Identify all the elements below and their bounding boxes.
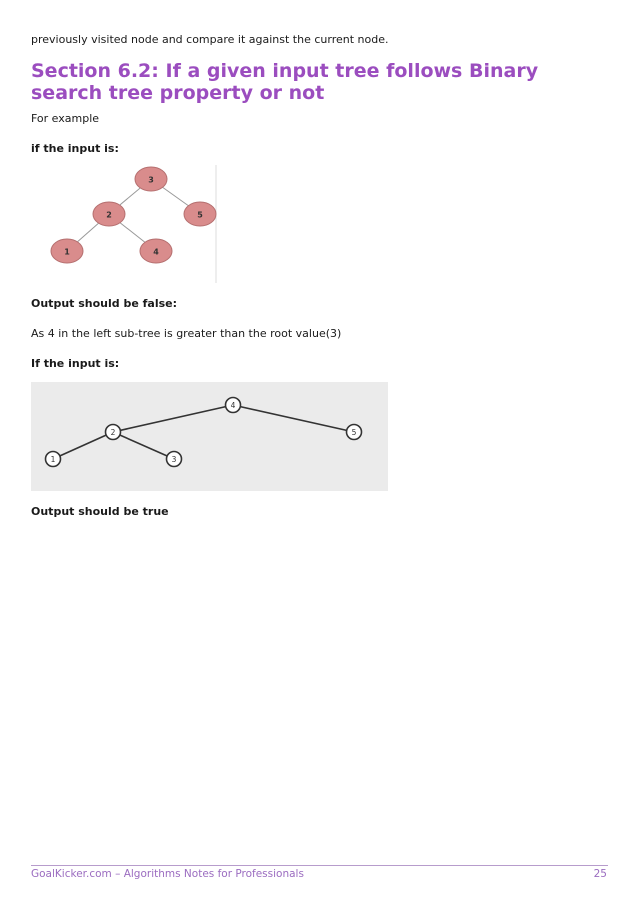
for-example-text: For example [31, 112, 100, 125]
section-heading: Section 6.2: If a given input tree follows Binary search tree property or not [31, 60, 539, 104]
tree1-svg [40, 163, 220, 285]
tree2-edge-2-3 [113, 432, 174, 459]
tree2-svg [31, 382, 388, 491]
svg-text:3: 3 [148, 175, 154, 185]
svg-text:5: 5 [197, 210, 203, 220]
svg-text:5: 5 [351, 428, 357, 437]
tree2-node-4 [226, 398, 241, 413]
page-number: 25 [593, 868, 607, 880]
intro-line: previously visited node and compare it against the current node. [31, 33, 389, 46]
tree2-node-3 [167, 452, 182, 467]
tree2-node-5 [347, 425, 362, 440]
output2-label: Output should be true [31, 505, 169, 518]
footer-divider [31, 865, 608, 866]
tree2-node-1 [46, 452, 61, 467]
input1-label: if the input is: [31, 142, 119, 155]
svg-text:2: 2 [110, 428, 116, 437]
svg-text:1: 1 [64, 247, 70, 257]
tree2-edge-4-2 [113, 405, 233, 432]
tree1-node-4 [140, 239, 172, 263]
footer-site-link[interactable]: GoalKicker.com – Algorithms Notes for Professionals [31, 868, 304, 880]
svg-text:4: 4 [230, 401, 236, 410]
tree1-node-3 [135, 167, 167, 191]
tree1-node-1 [51, 239, 83, 263]
tree2-figure [31, 382, 388, 491]
svg-text:2: 2 [106, 210, 112, 220]
input2-label: If the input is: [31, 357, 120, 370]
svg-text:1: 1 [50, 455, 56, 464]
output1-label: Output should be false: [31, 297, 178, 310]
tree1-node-5 [184, 202, 216, 226]
svg-text:3: 3 [171, 455, 177, 464]
explanation-text: As 4 in the left sub-tree is greater than the root value(3) [31, 327, 342, 340]
tree1-figure [40, 163, 220, 285]
tree2-node-2 [106, 425, 121, 440]
tree1-node-2 [93, 202, 125, 226]
tree2-edge-2-1 [53, 432, 113, 459]
svg-text:4: 4 [153, 247, 159, 257]
tree2-edge-4-5 [233, 405, 354, 432]
